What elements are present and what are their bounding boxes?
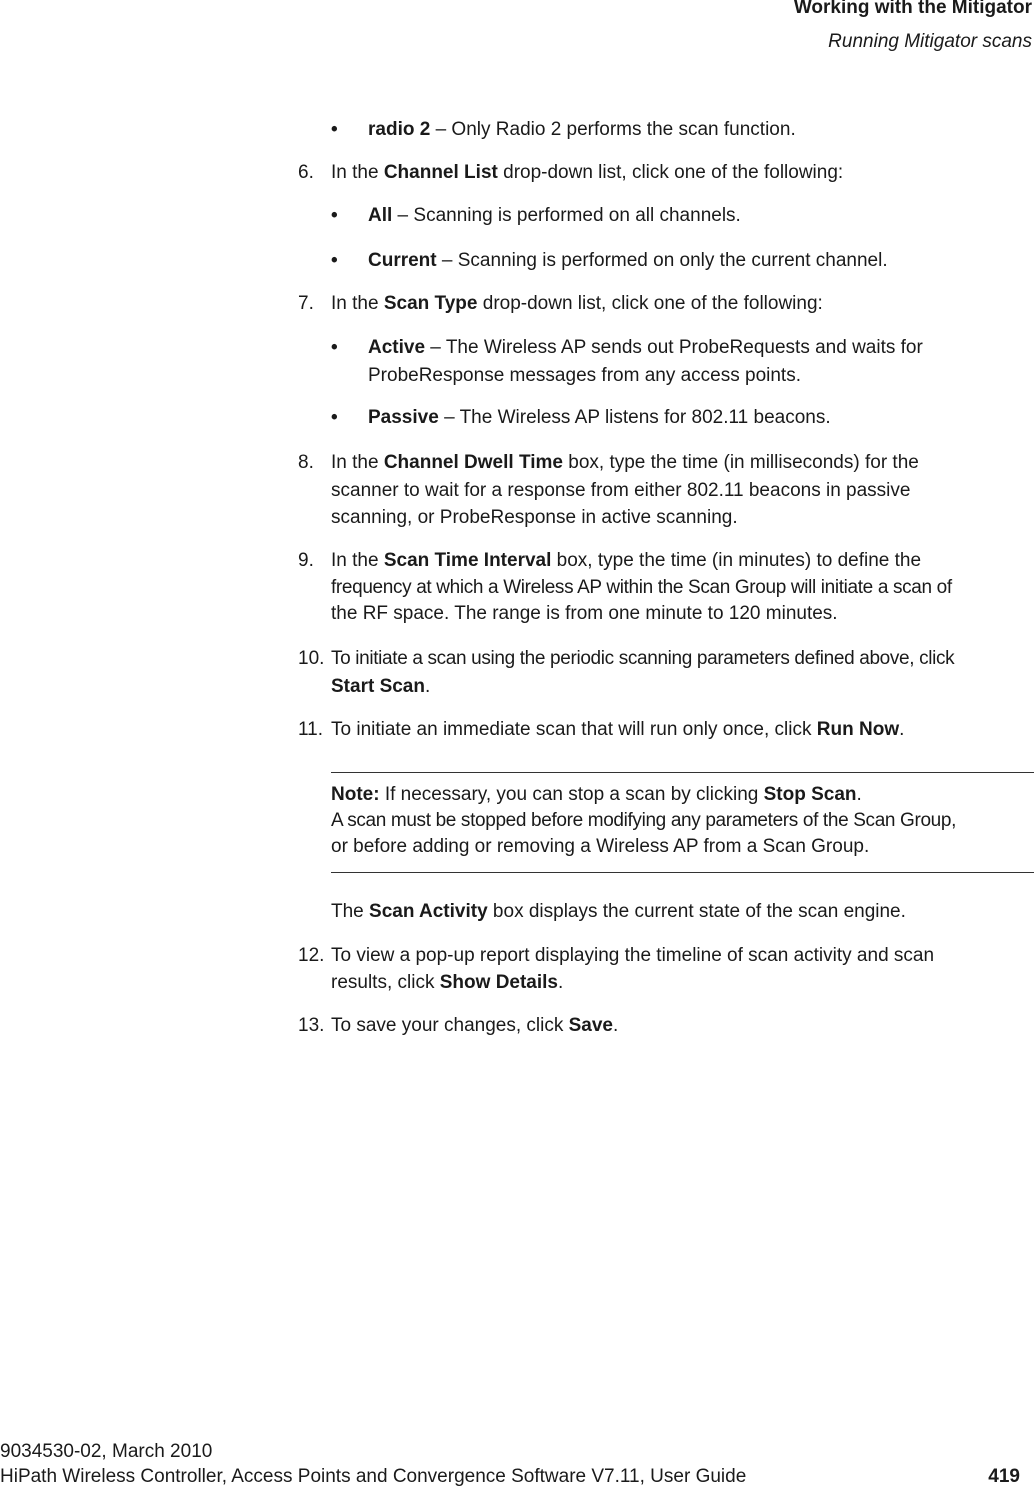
step-9-number: 9. [298, 550, 314, 571]
note-line1 [331, 782, 862, 808]
step-12-line1: To view a pop-up report displaying the timeline of scan activity and scan [331, 945, 935, 966]
term-stop-scan: Stop Scan [763, 784, 857, 805]
step-11 [331, 717, 904, 743]
step-11-post: . [899, 719, 905, 740]
term-scan-time-interval: Scan Time Interval [383, 550, 552, 571]
term-scan-type: Scan Type [383, 293, 478, 314]
step-9 [331, 548, 921, 574]
footer-guide-title: HiPath Wireless Controller, Access Points and Convergence Software V7.11, User Guide [0, 1466, 747, 1487]
step-6-pre: In the [331, 162, 384, 183]
step-12-pre: results, click [331, 972, 440, 993]
term-active: Active [368, 337, 426, 358]
note-bottom-rule [331, 872, 1034, 873]
bullet-icon: • [331, 250, 338, 271]
bullet-active-text: – The Wireless AP sends out ProbeRequests and waits for [425, 337, 923, 358]
term-radio2: radio 2 [368, 119, 431, 140]
note-line3: or before adding or removing a Wireless AP from a Scan Group. [331, 836, 870, 857]
step-6 [331, 160, 843, 186]
bullet-passive [368, 405, 831, 431]
scan-activity-post: box displays the current state of the scan engine. [487, 901, 906, 922]
bullet-icon: • [331, 337, 338, 358]
scan-activity-paragraph [331, 899, 906, 925]
step-10-post: . [424, 676, 431, 697]
step-9-line3: the RF space. The range is from one minute to 120 minutes. [331, 603, 838, 624]
step-11-number: 11. [298, 719, 324, 740]
step-9-pre: In the [331, 550, 384, 571]
step-9-post: box, type the time (in minutes) to define the [551, 550, 922, 571]
term-start-scan: Start Scan [331, 676, 425, 697]
note-label: Note: [331, 784, 380, 805]
running-header-title: Working with the Mitigator [793, 0, 1032, 18]
step-13-post: . [613, 1015, 619, 1036]
bullet-icon: • [331, 119, 338, 140]
step-12-line2 [331, 970, 563, 996]
bullet-icon: • [331, 205, 338, 226]
bullet-current [368, 248, 888, 274]
term-channel-list: Channel List [383, 162, 498, 183]
term-passive: Passive [368, 407, 439, 428]
footer-doc-id: 9034530-02, March 2010 [0, 1441, 213, 1462]
step-13-pre: To save your changes, click [331, 1015, 569, 1036]
bullet-radio2 [368, 117, 796, 143]
step-10-line2 [331, 674, 430, 700]
step-8-number: 8. [298, 452, 314, 473]
bullet-all-text: – Scanning is performed on all channels. [392, 205, 741, 226]
term-run-now: Run Now [816, 719, 900, 740]
running-header-subtitle: Running Mitigator scans [828, 31, 1032, 52]
step-10-line1: To initiate a scan using the periodic scanning parameters defined above, click [331, 648, 955, 669]
step-7-pre: In the [331, 293, 384, 314]
bullet-current-text: – Scanning is performed on only the current channel. [436, 250, 888, 271]
term-show-details: Show Details [439, 972, 558, 993]
step-6-number: 6. [298, 162, 314, 183]
step-8-line3: scanning, or ProbeResponse in active scanning. [331, 507, 738, 528]
step-7 [331, 291, 823, 317]
bullet-passive-text: – The Wireless AP listens for 802.11 beacons. [438, 407, 831, 428]
step-8-pre: In the [331, 452, 384, 473]
note-top-rule [331, 772, 1034, 773]
term-channel-dwell-time: Channel Dwell Time [383, 452, 563, 473]
bullet-icon: • [331, 407, 338, 428]
note-post: . [856, 784, 862, 805]
note-line2: A scan must be stopped before modifying any parameters of the Scan Group, [331, 810, 957, 831]
note-pre: If necessary, you can stop a scan by clicking [379, 784, 764, 805]
bullet-active-line2: ProbeResponse messages from any access points. [368, 365, 801, 386]
step-6-post: drop-down list, click one of the following: [497, 162, 844, 183]
step-9-line2: frequency at which a Wireless AP within the Scan Group will initiate a scan of [331, 577, 952, 598]
step-10-number: 10. [298, 648, 325, 669]
step-11-pre: To initiate an immediate scan that will run only once, click [331, 719, 817, 740]
bullet-radio2-text: – Only Radio 2 performs the scan function. [430, 119, 796, 140]
step-7-post: drop-down list, click one of the following: [477, 293, 823, 314]
term-scan-activity: Scan Activity [369, 901, 488, 922]
term-current: Current [368, 250, 437, 271]
term-save: Save [568, 1015, 613, 1036]
step-8-line2: scanner to wait for a response from either 802.11 beacons in passive [331, 480, 911, 501]
step-13-number: 13. [298, 1015, 325, 1036]
step-12-number: 12. [298, 945, 325, 966]
page-number: 419 [988, 1466, 1020, 1487]
step-7-number: 7. [298, 293, 314, 314]
step-13 [331, 1013, 618, 1039]
step-12-post: . [558, 972, 564, 993]
bullet-active [368, 335, 923, 361]
step-8-post: box, type the time (in milliseconds) for the [562, 452, 919, 473]
bullet-all [368, 203, 741, 229]
step-8 [331, 450, 919, 476]
scan-activity-pre: The [331, 901, 370, 922]
term-all: All [368, 205, 393, 226]
